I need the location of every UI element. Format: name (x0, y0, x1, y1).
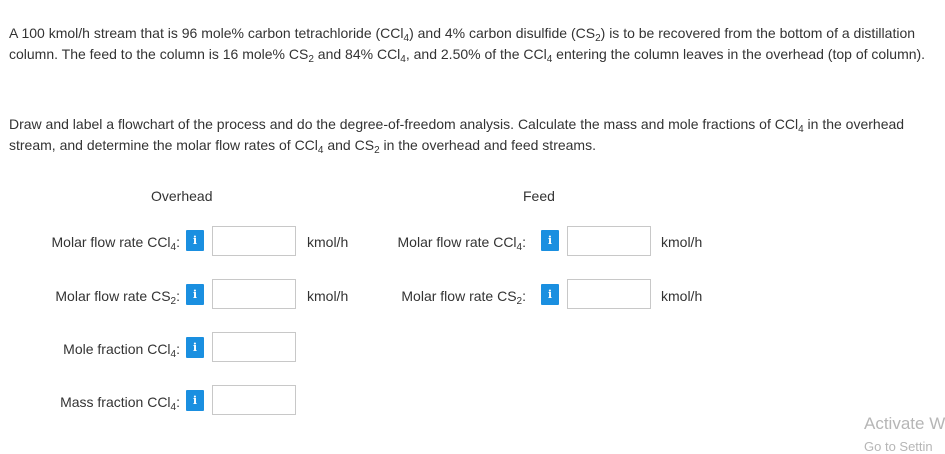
overhead-ccl4-mole-fraction-input[interactable] (212, 332, 296, 362)
overhead-cs2-flow-unit: kmol/h (307, 288, 349, 304)
overhead-ccl4-flow-label: Molar flow rate CCl$_4$: (51, 234, 180, 253)
feed-ccl4-flow-input[interactable] (567, 226, 651, 256)
info-icon[interactable]: i (541, 230, 559, 251)
overhead-ccl4-mass-fraction-label: Mass fraction CCl$_4$: (60, 394, 180, 413)
feed-cs2-flow-label: Molar flow rate $CS_2$: (401, 288, 526, 307)
overhead-ccl4-flow-unit: kmol/h (307, 234, 349, 250)
go-to-settings-watermark: Go to Settin (864, 439, 933, 454)
problem-instructions: Draw and label a flowchart of the process and do the degree-of-freedom analysis. Calculate the mass and mole fractions of CCl$_4$ in the overhead stream, and determine the molar flow rates of CCl$_4$ and $CS_2$ in the overhead and feed streams. (9, 116, 905, 156)
overhead-ccl4-mass-fraction-input[interactable] (212, 385, 296, 415)
problem-statement: A 100 kmol/h stream that is 96 mole% carbon tetrachloride (CCl$_4$) and 4% carbon disulfide $(CS_2)$ is to be recovered from the bottom of a distillation column. The feed to the column is 16 mole% $CS_2$ and 84% CCl$_4$, and 2.50% of the CCl$_4$ entering the column leaves in the overhead (top of column). (9, 25, 926, 65)
feed-ccl4-flow-unit: kmol/h (661, 234, 703, 250)
overhead-ccl4-mole-fraction-label: Mole fraction CCl$_4$: (63, 341, 180, 360)
feed-ccl4-flow-label: Molar flow rate CCl$_4$: (397, 234, 526, 253)
activate-windows-watermark: Activate W (864, 414, 945, 433)
info-icon[interactable]: i (186, 230, 204, 251)
info-icon[interactable]: i (186, 337, 204, 358)
overhead-cs2-flow-input[interactable] (212, 279, 296, 309)
feed-cs2-flow-input[interactable] (567, 279, 651, 309)
overhead-cs2-flow-label: Molar flow rate $CS_2$: (55, 288, 180, 307)
info-icon[interactable]: i (186, 284, 204, 305)
info-icon[interactable]: i (541, 284, 559, 305)
info-icon[interactable]: i (186, 390, 204, 411)
overhead-column-title: Overhead (151, 188, 213, 204)
overhead-ccl4-flow-input[interactable] (212, 226, 296, 256)
feed-column-title: Feed (523, 188, 555, 204)
feed-cs2-flow-unit: kmol/h (661, 288, 703, 304)
